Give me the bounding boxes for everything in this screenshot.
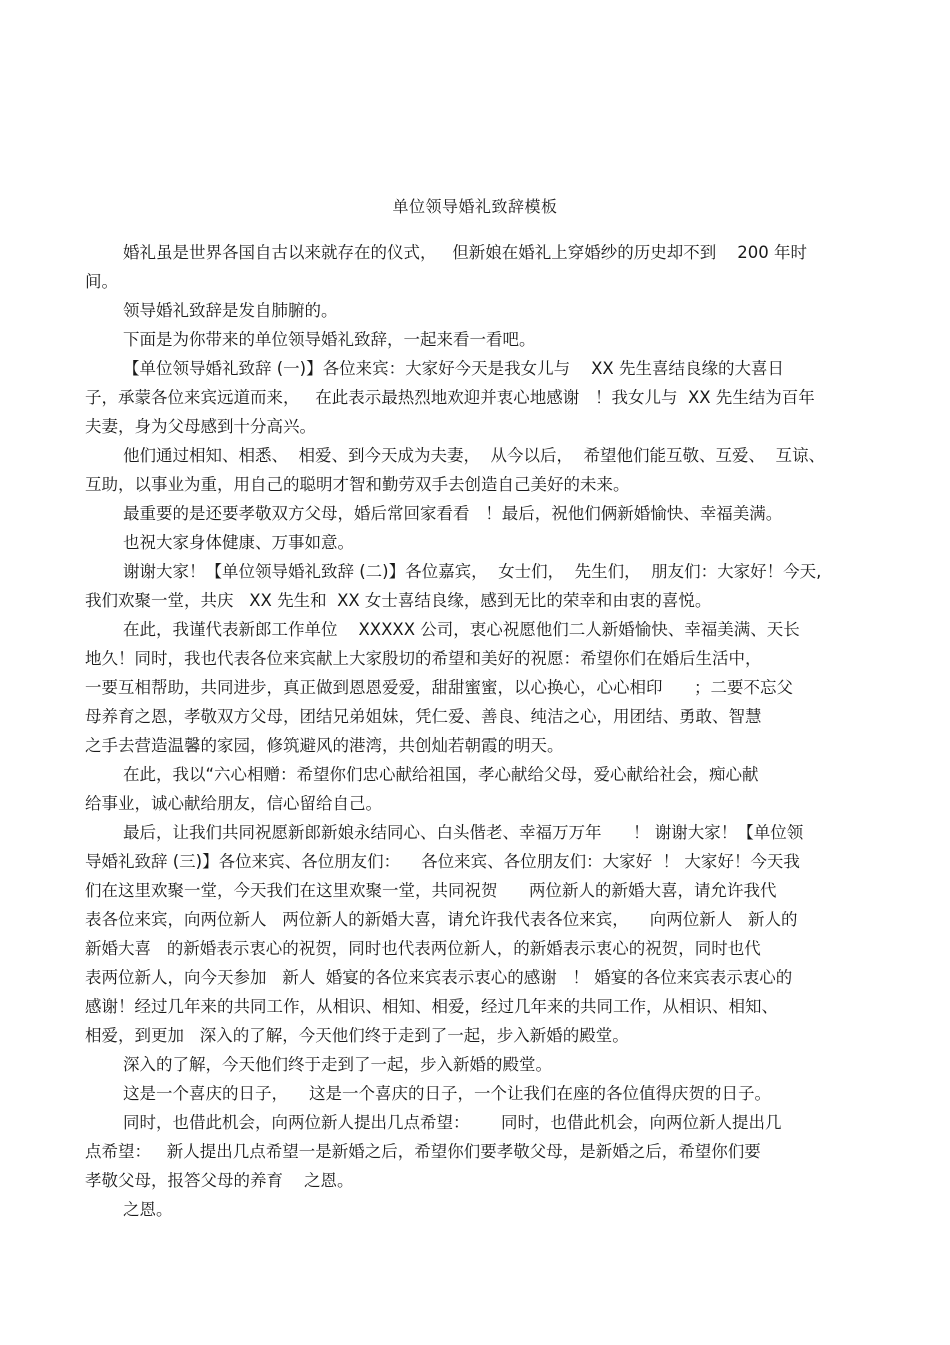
text-line: 点希望： 新人提出几点希望一是新婚之后，希望你们要孝敬父母，是新婚之后，希望你们要 xyxy=(85,1142,761,1161)
text-line: 地久！同时，我也代表各位来宾献上大家殷切的希望和美好的祝愿：希望你们在婚后生活中， xyxy=(85,649,762,668)
text-line: 间。 xyxy=(85,272,118,291)
text-line: 下面是为你带来的单位领导婚礼致辞，一起来看一看吧。 xyxy=(123,330,536,349)
text-line: 新婚大喜 的新婚表示衷心的祝贺，同时也代表两位新人，的新婚表示衷心的祝贺，同时也代 xyxy=(85,939,761,958)
document-title: 单位领导婚礼致辞模板 xyxy=(392,197,558,216)
text-line: 谢谢大家！【单位领导婚礼致辞 (二)】各位嘉宾， 女士们， 先生们， 朋友们：大家好！今天, xyxy=(123,562,822,581)
text-line: 互助，以事业为重，用自己的聪明才智和勤劳双手去创造自己美好的未来。 xyxy=(85,475,630,494)
text-line: 同时，也借此机会，向两位新人提出几点希望： 同时，也借此机会，向两位新人提出几 xyxy=(123,1113,782,1132)
text-line: 【单位领导婚礼致辞 (一)】各位来宾：大家好今天是我女儿与 XX 先生喜结良缘的大喜日 xyxy=(123,359,784,378)
text-line: 给事业，诚心献给朋友，信心留给自己。 xyxy=(85,794,382,813)
text-line: 感谢！经过几年来的共同工作，从相识、相知、相爱，经过几年来的共同工作，从相识、相知、 xyxy=(85,997,778,1016)
text-line: 最重要的是还要孝敬双方父母，婚后常回家看看 ！最后，祝他们俩新婚愉快、幸福美满。 xyxy=(123,504,783,523)
text-line: 们在这里欢聚一堂，今天我们在这里欢聚一堂，共同祝贺 两位新人的新婚大喜，请允许我代 xyxy=(85,881,777,900)
text-line: 他们通过相知、相悉、 相爱、到今天成为夫妻， 从今以后， 希望他们能互敬、互爱、 互谅、 xyxy=(123,446,825,465)
text-line: 母养育之恩，孝敬双方父母，团结兄弟姐妹，凭仁爱、善良、纯洁之心，用团结、勇敢、智慧 xyxy=(85,707,762,726)
text-line: 婚礼虽是世界各国自古以来就存在的仪式， 但新娘在婚礼上穿婚纱的历史却不到 200 年时 xyxy=(123,243,807,262)
text-line: 在此，我谨代表新郎工作单位 XXXXX 公司，衷心祝愿他们二人新婚愉快、幸福美满、天长 xyxy=(123,620,800,639)
text-line: 在此，我以“六心相赠：希望你们忠心献给祖国，孝心献给父母，爱心献给社会，痴心献 xyxy=(123,765,759,784)
text-line: 表各位来宾，向两位新人 两位新人的新婚大喜，请允许我代表各位来宾， 向两位新人 新人的 xyxy=(85,910,798,929)
text-line: 夫妻，身为父母感到十分高兴。 xyxy=(85,417,316,436)
text-line: 一要互相帮助，共同进步，真正做到恩恩爱爱，甜甜蜜蜜，以心换心，心心相印 ；二要不忘父 xyxy=(85,678,793,697)
text-line: 我们欢聚一堂，共庆 XX 先生和 XX 女士喜结良缘，感到无比的荣幸和由衷的喜悦。 xyxy=(85,591,712,610)
text-line: 之恩。 xyxy=(123,1200,173,1219)
text-line: 子，承蒙各位来宾远道而来， 在此表示最热烈地欢迎并衷心地感谢 ！我女儿与 XX 先生结为百年 xyxy=(85,388,815,407)
text-line: 表两位新人，向今天参加 新人 婚宴的各位来宾表示衷心的感谢 ！ 婚宴的各位来宾表示衷心的 xyxy=(85,968,793,987)
text-line: 最后，让我们共同祝愿新郎新娘永结同心、白头偕老、幸福万万年 ！ 谢谢大家！【单位领 xyxy=(123,823,804,842)
text-line: 相爱，到更加 深入的了解，今天他们终于走到了一起，步入新婚的殿堂。 xyxy=(85,1026,629,1045)
text-line: 孝敬父母，报答父母的养育 之恩。 xyxy=(85,1171,354,1190)
text-line: 之手去营造温馨的家园，修筑避风的港湾，共创灿若朝霞的明天。 xyxy=(85,736,564,755)
text-line: 领导婚礼致辞是发自肺腑的。 xyxy=(123,301,338,320)
document-body xyxy=(85,238,865,1224)
text-line: 导婚礼致辞 (三)】各位来宾、各位朋友们： 各位来宾、各位朋友们：大家好 ！ 大家好！今天我 xyxy=(85,852,800,871)
text-line: 深入的了解，今天他们终于走到了一起，步入新婚的殿堂。 xyxy=(123,1055,552,1074)
text-line: 这是一个喜庆的日子， 这是一个喜庆的日子，一个让我们在座的各位值得庆贺的日子。 xyxy=(123,1084,771,1103)
text-line: 也祝大家身体健康、万事如意。 xyxy=(123,533,354,552)
